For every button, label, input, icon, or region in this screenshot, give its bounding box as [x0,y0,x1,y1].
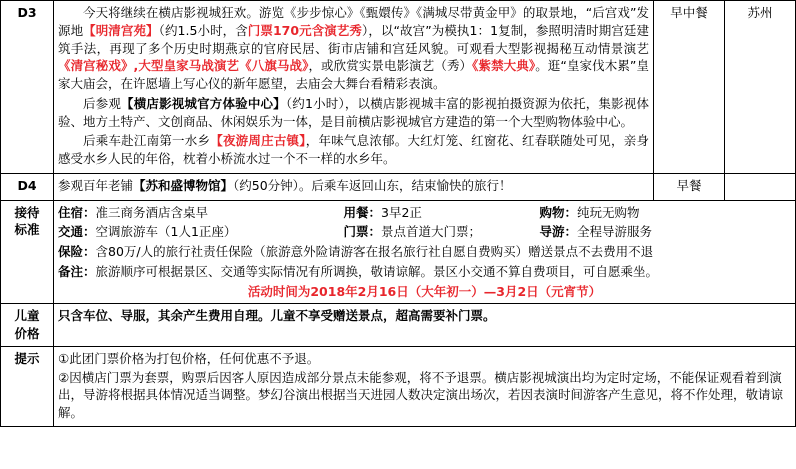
paragraph: 今天将继续在横店影视城狂欢。游览《步步惊心》《甄嬛传》《满城尽带黄金甲》的取景地，“后宫戏”发源地【明清宫苑】（约1.5小时，含门票170元含演艺秀），以“故宫”为模执1：1复制，参照明清时期宫廷建筑手法，再现了多个历史时期燕京的官府民居、街市店铺和宫廷风貌。可观看大型影视揭秘互动情景演艺《清宫秘戏》,大型皇家马战演艺《八旗马战》，或欣赏实景电影演艺（秀）《紫禁大典》。逛“皇家伐木累”皇家大庙会，在许愿墙上写心仪的新年愿望，去庙会大舞台看精彩表演。 [58,5,649,91]
service-key-tickets: 门票： [343,224,382,240]
tip-item: ②因横店门票为套票，购票后因客人原因造成部分景点未能参观，将不予退票。横店影视城演出均为定时定场，不能保证观看着到演出，导游将根据具体情况适当调整。梦幻谷演出根据当天进园人数决定演出场次，若因表演时间游客产生意见，将不作处理，敬请谅解。 [58,369,784,420]
paragraph: 参观百年老铺【苏和盛博物馆】（约50分钟）。后乘车返回山东，结束愉快的旅行！ [58,177,512,193]
service-value-accommodation: 准三商务酒店含桌早 [95,204,209,220]
service-key-accommodation: 住宿： [58,204,96,220]
table-row-tips [1,346,796,426]
highlight-zijin-ceremony: 《紫禁大典》 [472,58,536,74]
service-key-meals: 用餐： [343,204,382,220]
service-key-guide: 导游： [539,224,578,240]
service-value-remarks: 旅游顺序可根据景区、交通等实际情况有所调换，敬请谅解。景区小交通不算自费项目，可自愿乘坐。 [95,263,659,279]
hotel-d4 [725,173,796,200]
highlight-suhesheng-museum: 【苏和盛博物馆】 [133,177,234,193]
service-row-remarks [58,263,791,281]
highlight-mingqing-palace: 【明清宫苑】 [83,22,159,38]
service-key-transport: 交通： [58,224,96,240]
service-label-line1: 接待 [14,204,40,220]
service-value-tickets: 景点首道大门票； [381,224,482,240]
activity-period-note: 活动时间为2018年2月16日（大年初一）—3月2日（元宵节） [247,283,602,299]
service-key-remarks: 备注： [58,263,96,279]
tips-label: 提示 [1,346,54,426]
service-value-guide: 全程导游服务 [577,224,653,240]
service-value-transport: 空调旅游车（1人1正座） [95,224,237,240]
table-row-service [1,200,796,304]
meal-d3: 早中餐 [654,1,725,174]
tips-body [54,346,796,426]
hotel-d3: 苏州 [725,1,796,174]
table-row [1,1,796,174]
highlight-zhouzhuang: 【夜游周庄古镇】 [210,133,306,149]
children-price-text: 只含车位、导服，其余产生费用自理。儿童不享受赠送景点，超高需要补门票。 [54,304,796,347]
day-label-d3: D3 [1,1,54,174]
service-key-shopping: 购物： [539,204,578,220]
day-label-d4: D4 [1,173,54,200]
service-row-transport [58,223,791,241]
meal-d4: 早餐 [654,173,725,200]
service-row-insurance [58,243,791,261]
paragraph: 后参观【横店影视城官方体验中心】（约1小时），以横店影视城丰富的影视拍摄资源为依托，集影视体验、地方土特产、文创商品、休闲娱乐为一体，是目前横店影视城官方建造的第一个大型购物体验中心。 [58,95,649,129]
day-description-d3 [54,1,654,174]
service-value-shopping: 纯玩无购物 [577,204,640,220]
highlight-ticket-price: 门票170元含演艺秀 [247,22,363,38]
service-value-insurance: 含80万/人的旅行社责任保险（旅游意外险请游客在报名旅行社自愿自费购买）赠送景点不去费用不退 [95,244,654,259]
highlight-experience-center: 【横店影视城官方体验中心】 [121,95,286,111]
children-label-line1: 儿童 [14,308,40,324]
table-row-children [1,304,796,347]
day-description-d4 [54,173,654,200]
paragraph: 后乘车赴江南第一水乡【夜游周庄古镇】，年味气息浓郁。大红灯笼、红窗花、红春联随处可见，亲身感受水乡人民的年俗，枕着小桥流水过一个不一样的水乡年。 [58,133,649,166]
children-price-label [1,304,54,347]
service-row-accommodation [58,204,791,222]
table-row [1,173,796,200]
highlight-qinggong-show: 《清宫秘戏》,大型皇家马战演艺《八旗马战》 [58,58,309,74]
service-label-line2: 标准 [14,222,40,238]
service-value-meals: 3早2正 [381,204,422,220]
service-standard-label [1,200,54,304]
service-standard-body [54,200,796,304]
tip-item: ①此团门票价格为打包价格，任何优惠不予退。 [58,350,320,366]
service-key-insurance: 保险： [58,244,96,259]
children-label-line2: 价格 [14,326,40,341]
